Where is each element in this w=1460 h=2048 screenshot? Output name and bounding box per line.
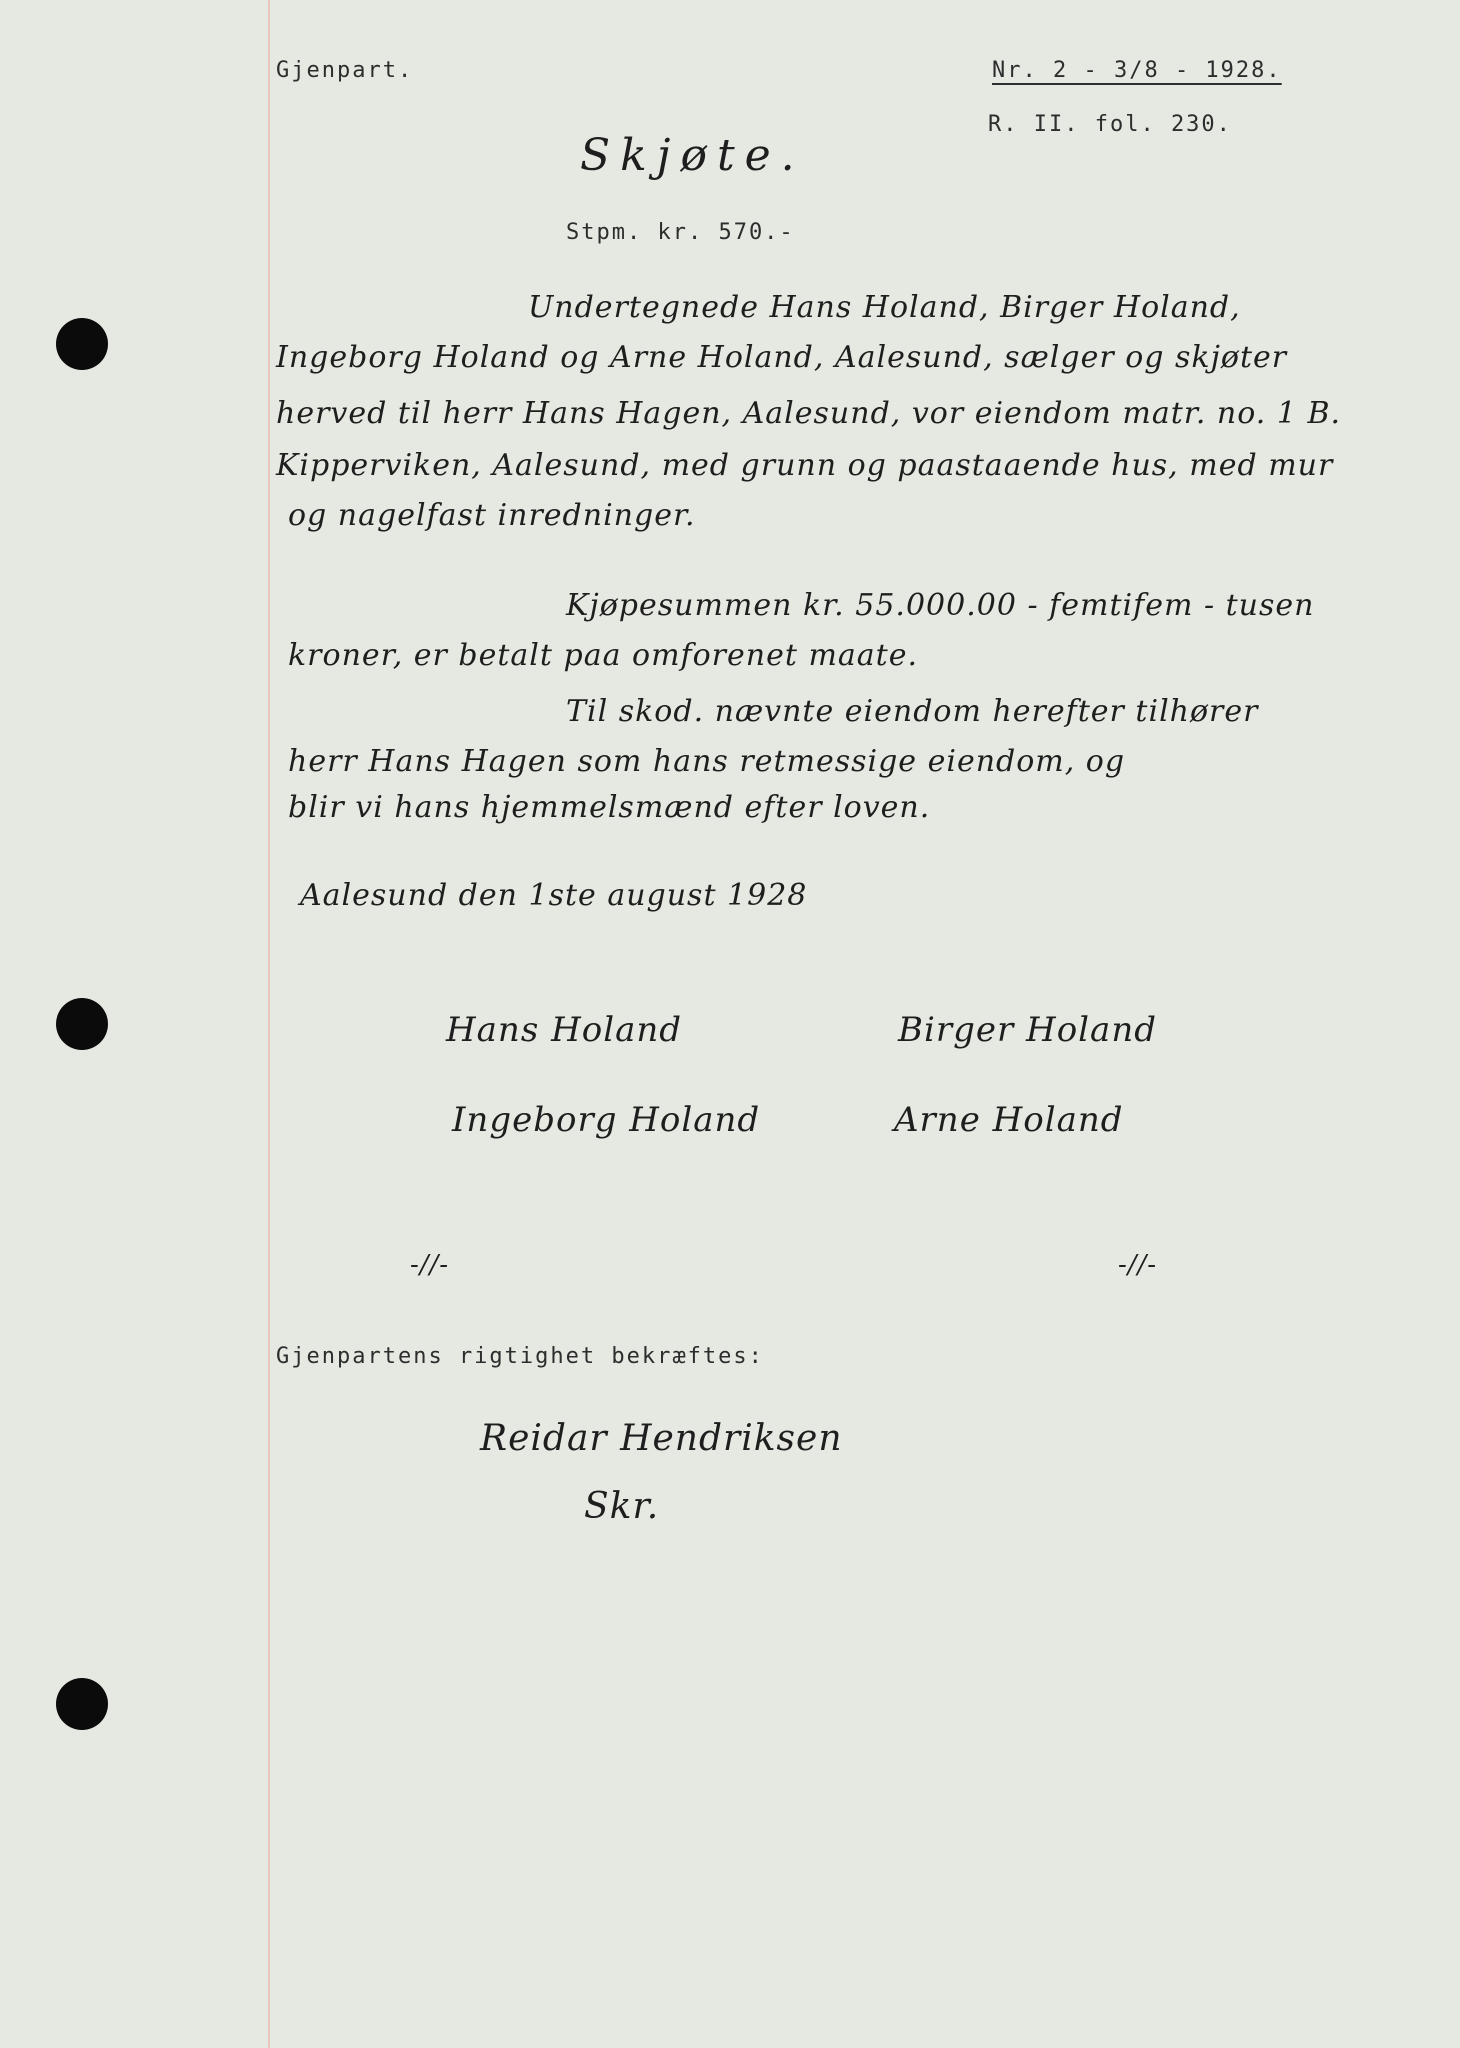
document-title: Skjøte. [580,130,805,181]
clerk-signature: Reidar Hendriksen [480,1418,843,1459]
clerk-title: Skr. [584,1486,660,1527]
certification-text: Gjenpartens rigtighet bekræftes: [276,1344,764,1369]
stamp-duty: Stpm. kr. 570.- [566,220,795,245]
date-line: Aalesund den 1ste august 1928 [300,878,808,913]
body-line: herved til herr Hans Hagen, Aalesund, vor eiendom matr. no. 1 B. [276,396,1342,431]
signature-arne-holand: Arne Holand [894,1100,1124,1140]
copy-label: Gjenpart. [276,58,414,83]
body-line: kroner, er betalt paa omforenet maate. [288,638,919,673]
body-line: Ingeborg Holand og Arne Holand, Aalesund, sælger og skjøter [276,340,1288,375]
body-line: Undertegnede Hans Holand, Birger Holand, [528,290,1241,325]
signature-hans-holand: Hans Holand [446,1010,683,1050]
body-line: Kjøpesummen kr. 55.000.00 - femtifem - tusen [566,588,1315,623]
punch-hole [56,998,108,1050]
signature-birger-holand: Birger Holand [898,1010,1157,1050]
document-number: Nr. 2 - 3/8 - 1928. [992,58,1282,83]
body-line: og nagelfast inredninger. [288,498,696,533]
signature-ingeborg-holand: Ingeborg Holand [452,1100,761,1140]
body-line: Til skod. nævnte eiendom herefter tilhører [566,694,1259,729]
punch-hole [56,318,108,370]
margin-line [268,0,270,2048]
body-line: herr Hans Hagen som hans retmessige eiendom, og [288,744,1126,779]
body-line: Kipperviken, Aalesund, med grunn og paastaaende hus, med mur [276,448,1334,483]
copy-mark-left: -//- [410,1250,450,1280]
punch-hole [56,1678,108,1730]
register-reference: R. II. fol. 230. [988,112,1232,137]
copy-mark-right: -//- [1118,1250,1158,1280]
body-line: blir vi hans hjemmelsmænd efter loven. [288,790,931,825]
